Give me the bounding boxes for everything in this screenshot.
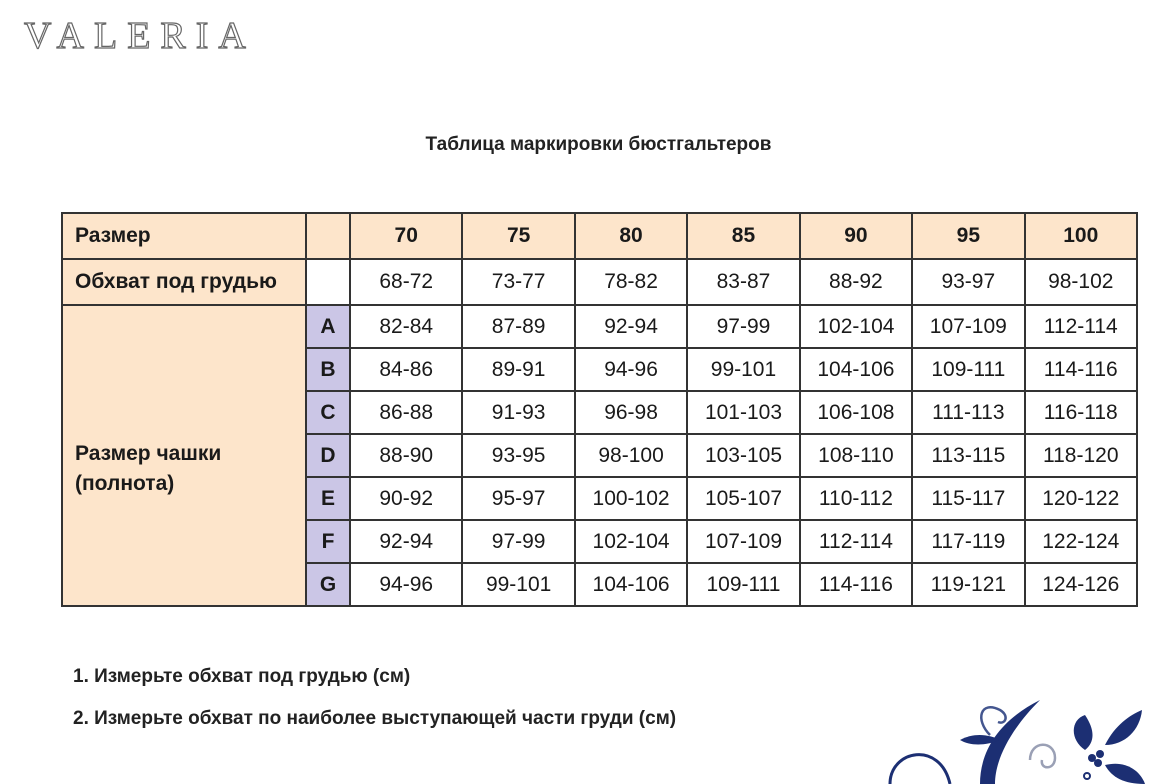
bust-value: 88-90 bbox=[350, 434, 462, 477]
bust-value: 98-100 bbox=[575, 434, 687, 477]
cup-row bbox=[62, 305, 1137, 348]
bust-value: 93-95 bbox=[462, 434, 574, 477]
bust-value: 119-121 bbox=[912, 563, 1024, 606]
size-header: 95 bbox=[912, 213, 1024, 259]
bust-value: 109-111 bbox=[687, 563, 799, 606]
bust-value: 86-88 bbox=[350, 391, 462, 434]
bust-value: 114-116 bbox=[1025, 348, 1137, 391]
bust-value: 120-122 bbox=[1025, 477, 1137, 520]
cup-size-label bbox=[62, 305, 306, 606]
bust-value: 102-104 bbox=[800, 305, 912, 348]
underbust-value: 83-87 bbox=[687, 259, 799, 305]
size-label: Размер bbox=[62, 213, 306, 259]
bust-value: 92-94 bbox=[350, 520, 462, 563]
bust-value: 110-112 bbox=[800, 477, 912, 520]
bust-value: 87-89 bbox=[462, 305, 574, 348]
bust-value: 99-101 bbox=[462, 563, 574, 606]
empty-cell bbox=[306, 259, 350, 305]
bust-value: 89-91 bbox=[462, 348, 574, 391]
bust-value: 118-120 bbox=[1025, 434, 1137, 477]
bust-value: 90-92 bbox=[350, 477, 462, 520]
bust-value: 101-103 bbox=[687, 391, 799, 434]
bust-value: 104-106 bbox=[575, 563, 687, 606]
bust-value: 105-107 bbox=[687, 477, 799, 520]
underbust-value: 98-102 bbox=[1025, 259, 1137, 305]
size-header: 70 bbox=[350, 213, 462, 259]
bust-value: 92-94 bbox=[575, 305, 687, 348]
underbust-row bbox=[62, 259, 1137, 305]
bust-value: 94-96 bbox=[575, 348, 687, 391]
underbust-value: 68-72 bbox=[350, 259, 462, 305]
underbust-label: Обхват под грудью bbox=[62, 259, 306, 305]
bust-value: 84-86 bbox=[350, 348, 462, 391]
brand-logo: VALERIA bbox=[24, 15, 256, 57]
bust-value: 104-106 bbox=[800, 348, 912, 391]
size-header: 75 bbox=[462, 213, 574, 259]
size-table bbox=[61, 212, 1138, 607]
instructions bbox=[73, 666, 676, 750]
bust-value: 95-97 bbox=[462, 477, 574, 520]
cup-label-line2: (полнота) bbox=[75, 471, 175, 495]
size-header: 80 bbox=[575, 213, 687, 259]
underbust-value: 88-92 bbox=[800, 259, 912, 305]
bust-value: 97-99 bbox=[462, 520, 574, 563]
cup-letter: A bbox=[306, 305, 350, 348]
bust-value: 96-98 bbox=[575, 391, 687, 434]
bust-value: 111-113 bbox=[912, 391, 1024, 434]
cup-letter: G bbox=[306, 563, 350, 606]
title-text: Таблица маркировки бюстгальтеров bbox=[425, 134, 772, 155]
size-header: 90 bbox=[800, 213, 912, 259]
bust-value: 109-111 bbox=[912, 348, 1024, 391]
bust-value: 108-110 bbox=[800, 434, 912, 477]
bust-value: 115-117 bbox=[912, 477, 1024, 520]
instruction-2: 2. Измерьте обхват по наиболее выступающей части груди (см) bbox=[73, 708, 677, 729]
bust-value: 122-124 bbox=[1025, 520, 1137, 563]
instruction-1: 1. Измерьте обхват под грудью (см) bbox=[73, 666, 411, 687]
cup-letter: C bbox=[306, 391, 350, 434]
bust-value: 124-126 bbox=[1025, 563, 1137, 606]
bust-value: 112-114 bbox=[1025, 305, 1137, 348]
cup-letter: D bbox=[306, 434, 350, 477]
bust-value: 82-84 bbox=[350, 305, 462, 348]
header-row bbox=[62, 213, 1137, 259]
bust-value: 113-115 bbox=[912, 434, 1024, 477]
bust-value: 117-119 bbox=[912, 520, 1024, 563]
cup-label-line1: Размер чашки bbox=[75, 441, 222, 465]
bust-value: 116-118 bbox=[1025, 391, 1137, 434]
cup-letter: F bbox=[306, 520, 350, 563]
bust-value: 114-116 bbox=[800, 563, 912, 606]
bust-value: 91-93 bbox=[462, 391, 574, 434]
underbust-value: 78-82 bbox=[575, 259, 687, 305]
underbust-value: 73-77 bbox=[462, 259, 574, 305]
bust-value: 99-101 bbox=[687, 348, 799, 391]
bust-value: 94-96 bbox=[350, 563, 462, 606]
bust-value: 97-99 bbox=[687, 305, 799, 348]
size-header: 85 bbox=[687, 213, 799, 259]
bust-value: 103-105 bbox=[687, 434, 799, 477]
empty-cell bbox=[306, 213, 350, 259]
size-header: 100 bbox=[1025, 213, 1137, 259]
page-title bbox=[0, 134, 1173, 156]
bust-value: 112-114 bbox=[800, 520, 912, 563]
bust-value: 100-102 bbox=[575, 477, 687, 520]
bust-value: 106-108 bbox=[800, 391, 912, 434]
bust-value: 107-109 bbox=[912, 305, 1024, 348]
bust-value: 107-109 bbox=[687, 520, 799, 563]
bust-value: 102-104 bbox=[575, 520, 687, 563]
underbust-value: 93-97 bbox=[912, 259, 1024, 305]
cup-letter: E bbox=[306, 477, 350, 520]
cup-letter: B bbox=[306, 348, 350, 391]
floral-ornament-icon bbox=[880, 680, 1170, 784]
